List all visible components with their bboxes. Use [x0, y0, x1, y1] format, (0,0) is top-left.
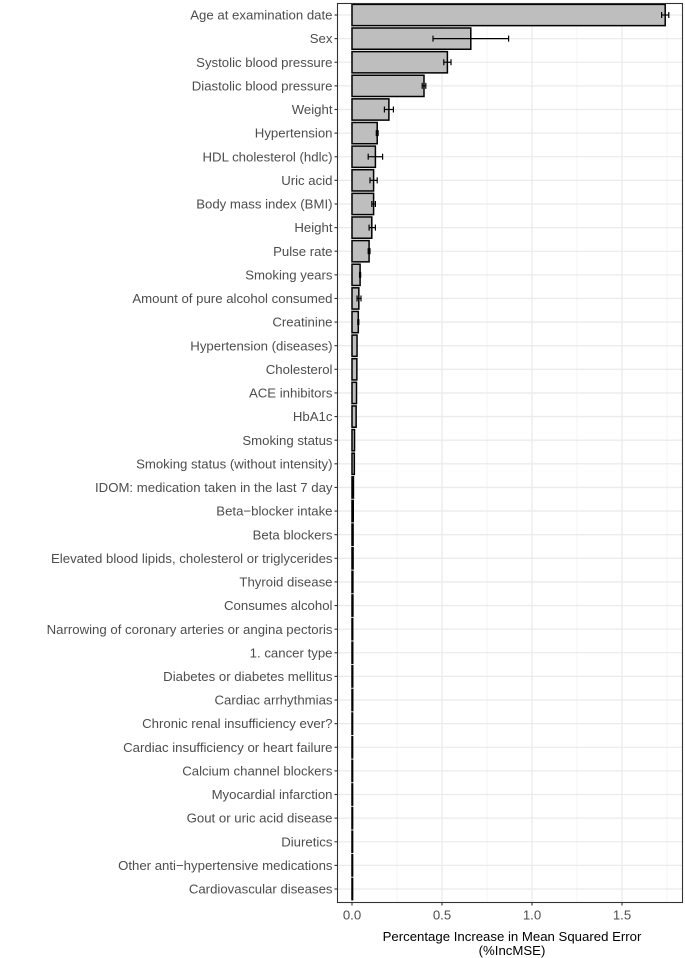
y-axis	[47, 8, 338, 897]
x-axis	[343, 903, 631, 923]
bar	[352, 4, 665, 25]
y-tick-label: Amount of pure alcohol consumed	[132, 291, 333, 307]
bar	[352, 453, 354, 474]
x-tick-label: 0.5	[432, 907, 452, 923]
bar	[352, 524, 353, 545]
y-tick-label: Calcium channel blockers	[182, 763, 333, 779]
y-tick-label: Pulse rate	[273, 243, 333, 259]
bar	[352, 619, 353, 640]
y-tick-label: Diuretics	[281, 834, 333, 850]
y-tick-label: HbA1c	[292, 409, 333, 425]
y-tick-label: Hypertension (diseases)	[190, 338, 333, 354]
bar	[352, 382, 357, 403]
bar	[352, 571, 353, 592]
bar	[352, 193, 374, 214]
y-tick-label: HDL cholesterol (hdlc)	[202, 149, 333, 165]
bar	[352, 75, 424, 96]
y-tick-label: Other anti−hypertensive medications	[118, 857, 333, 873]
y-tick-label: Cardiovascular diseases	[188, 881, 333, 897]
y-tick-label: Chronic renal insufficiency ever?	[142, 716, 333, 732]
bar	[352, 595, 353, 616]
bar	[352, 831, 353, 852]
y-tick-label: Uric acid	[281, 172, 333, 188]
y-tick-label: Beta−blocker intake	[216, 503, 333, 519]
x-tick-label: 0.0	[342, 907, 362, 923]
bar	[352, 122, 377, 143]
y-tick-label: Cardiac insufficiency or heart failure	[123, 739, 333, 755]
x-tick-label: 1.5	[612, 907, 632, 923]
y-tick-label: Diabetes or diabetes mellitus	[163, 669, 333, 685]
bar	[352, 359, 357, 380]
y-tick-label: Hypertension	[254, 125, 333, 141]
y-tick-label: Sex	[309, 31, 333, 47]
y-tick-label: Narrowing of coronary arteries or angina pectoris	[46, 621, 333, 637]
bar	[352, 430, 355, 451]
y-tick-label: Height	[294, 220, 333, 236]
error-bar	[358, 319, 359, 325]
bar	[352, 878, 353, 899]
error-bar	[360, 272, 361, 278]
y-tick-label: Smoking years	[245, 267, 333, 283]
bar	[352, 808, 353, 829]
bar	[352, 855, 353, 876]
x-axis-title-line-2: (%IncMSE)	[478, 943, 546, 958]
bar	[352, 737, 353, 758]
bar	[352, 689, 353, 710]
y-tick-label: Gout or uric acid disease	[186, 810, 333, 826]
bar	[352, 784, 353, 805]
y-tick-label: IDOM: medication taken in the last 7 day	[95, 480, 333, 496]
bar	[352, 760, 353, 781]
y-tick-label: Weight	[291, 102, 333, 118]
y-tick-label: Beta blockers	[252, 527, 333, 543]
x-tick-label: 1.0	[522, 907, 542, 923]
bar	[352, 713, 353, 734]
bar	[352, 99, 389, 120]
y-tick-label: Cholesterol	[265, 361, 333, 377]
y-tick-label: Myocardial infarction	[211, 787, 333, 803]
x-axis-title-line-1: Percentage Increase in Mean Squared Error	[382, 929, 642, 944]
y-tick-label: Age at examination date	[190, 7, 333, 23]
y-tick-label: Diastolic blood pressure	[191, 78, 333, 94]
bar	[352, 406, 356, 427]
y-tick-label: Systolic blood pressure	[196, 54, 333, 70]
y-tick-label: 1. cancer type	[249, 645, 333, 661]
bar	[352, 52, 447, 73]
y-tick-label: ACE inhibitors	[248, 385, 333, 401]
bar	[352, 477, 353, 498]
bar	[352, 335, 357, 356]
y-tick-label: Cardiac arrhythmias	[214, 692, 333, 708]
y-tick-label: Elevated blood lipids, cholesterol or triglycerides	[51, 550, 333, 566]
y-tick-label: Smoking status (without intensity)	[136, 456, 333, 472]
bar	[352, 642, 353, 663]
bar	[352, 500, 353, 521]
y-tick-label: Consumes alcohol	[224, 598, 333, 614]
y-tick-label: Creatinine	[272, 314, 333, 330]
plot-panel-background	[338, 4, 683, 903]
bar	[352, 264, 360, 285]
y-tick-label: Smoking status	[242, 432, 333, 448]
bar	[352, 666, 353, 687]
y-tick-label: Thyroid disease	[239, 574, 333, 590]
y-tick-label: Body mass index (BMI)	[196, 196, 333, 212]
bar	[352, 241, 369, 262]
bar	[352, 548, 353, 569]
